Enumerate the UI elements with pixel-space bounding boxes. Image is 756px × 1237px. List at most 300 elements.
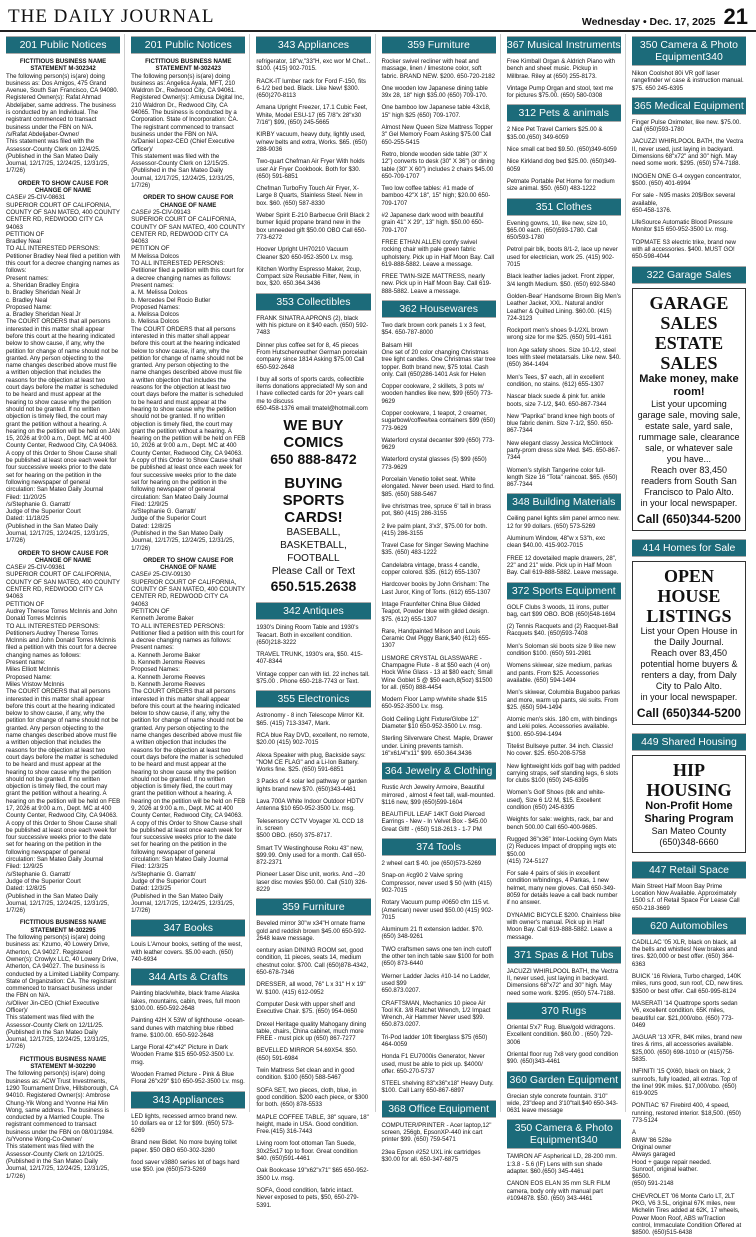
- ad-body: Kitchen Worthy Espresso Maker, 2cup, Compact size Reusable Filter, New, in box, $20. 650.364.3436: [256, 265, 362, 288]
- classified-ad: [382, 104, 496, 119]
- ad-body: century asian DINING ROOM set, good condition, 11 pieces, seats 14, medium chestnut color. $700. Call (650)878-4342, 650-678-7346: [256, 947, 369, 977]
- ad-body: Vintage copper can with lid. 22 inches tall. $75.00 . Phone 650-218-7743 or Text.: [256, 670, 370, 686]
- promo-headline: WE BUY COMICS: [283, 417, 344, 452]
- ad-body: Travel Case for Singer Sewing Machine $35. (650) 483-1222: [381, 542, 489, 557]
- ad-body: Petmate Portable Pet Home for medium size animal. $50. (650) 483-1222: [506, 177, 615, 193]
- box-subhead: Make money, make room!: [639, 372, 739, 398]
- ad-body: Women's stylish Tangerine color full-length Size 16 "Tota" raincoat. $65. (650) 867-7344: [506, 466, 618, 489]
- ad-body: Tri-Pod ladder 10ft fiberglass $75 (650) 464-0059: [381, 1033, 488, 1048]
- classified-ad: [382, 85, 496, 100]
- classified-ad: [507, 789, 621, 811]
- column-1: [6, 34, 125, 1180]
- ad-body: Lava 700A White Indoor Outdoor HDTV Antenna $10 650-952-3500 Lv. msg.: [256, 798, 364, 813]
- box-text: San Mateo County (650)348-6660: [651, 825, 727, 847]
- ad-body: Smart TV Westinghouse Roku 43" new, $99.99. Only used for a month. Call 650-872-2371: [256, 844, 367, 867]
- ad-body: FRANK SINATRA APRONS (2), black with his picture on it $40 each. (650) 592-7483: [256, 314, 369, 337]
- ad-body: Werner Ladder Jacks #10-14 no Ladder, used $99 650.873.0207.: [381, 972, 491, 995]
- classified-ad: [256, 1021, 370, 1043]
- classified-ad: [256, 1167, 370, 1182]
- ad-body: Hardcover books by John Grisham: The Last Juror, King of Torts. (612) 655-1307: [381, 581, 491, 596]
- column-2: [131, 34, 250, 1174]
- category-header: 322 Garage Sales: [632, 266, 746, 284]
- category-header: 353 Collectibles: [256, 293, 370, 311]
- ad-body: Honda F1 EU7000is Generator, Never used, must be able to pick up. $4000/ offer. 650-270-5737: [381, 1053, 485, 1075]
- classified-ad: [507, 623, 621, 638]
- classified-ad: [256, 131, 370, 153]
- classified-ad: [632, 1068, 746, 1097]
- ad-body: STEEL shelving 83"x36"x18" Heavy Duty. $100. Call Larry 650-867-6897: [381, 1080, 494, 1095]
- classified-ad: [382, 655, 496, 691]
- ad-heading: ORDER TO SHOW CAUSE FOR CHANGE OF NAME: [143, 194, 234, 209]
- classified-ad: [382, 860, 496, 867]
- category-header: 362 Housewares: [382, 300, 496, 318]
- classified-ad: [256, 1067, 370, 1082]
- classified-ad: [256, 104, 370, 126]
- ad-body: Rugged 36"x36" Inter-Locking Gym Mats (2) Reduces Impact of dropping wgts etc $50.00 (415) 724-5127: [506, 835, 618, 865]
- ad-body: Rotary Vacuum pump #0650 cfm 115 vt. (American) never used $50.00 (415) 902-7015: [381, 899, 494, 921]
- classified-ad: [382, 503, 496, 518]
- classified-ad: [382, 872, 496, 894]
- ad-body: Finger Pulse Oximeter, like new. $75.00. Call (650)593-1780: [631, 118, 741, 134]
- ad-body: LifeSource Automatic Blood Pressure Monitor $15 650-952-3500 Lv. msg.: [631, 219, 733, 234]
- column-5: [506, 34, 626, 1202]
- ad-body: Almost New Queen Size Mattress Topper 3" Gel Memory Foam Asking $75.00 Call 650-255-5415: [381, 124, 493, 146]
- classified-ad: [507, 535, 621, 550]
- classified-ad: [382, 437, 496, 452]
- classified-ad: [382, 456, 496, 471]
- classified-ad: [131, 1113, 245, 1135]
- column-3: [256, 34, 375, 1209]
- classified-ad: [131, 1017, 245, 1039]
- classified-ad: [256, 871, 370, 893]
- ad-body: Computer Desk with upper shelf and Executive Chair. $75. (650) 954-0650: [256, 1000, 358, 1016]
- classified-ad: [382, 185, 496, 207]
- category-header: 344 Arts & Crafts: [131, 968, 245, 986]
- classified-ad: [632, 1102, 746, 1124]
- ad-body: JACUZZI WHIRLPOOL BATH, the Vectra II, never used, just laying in backyard. Dimensions 68"x72" and 30" high. May need some work. $295. (650) 574-7188.: [506, 967, 619, 997]
- category-header: 364 Jewelry & Clothing: [382, 762, 496, 780]
- classified-ad: [507, 58, 621, 80]
- classified-ad: [507, 293, 621, 322]
- ad-body: Copper cookware, 2 skillets, 3 pots w/ wooden handles like new, $99 (650) 773-9629: [381, 383, 493, 405]
- ad-body: Amana Upright Freezer, 17.1 Cubic Feet, White, Model ESU-17 (65 7/8"x 28"x30 7/16") $99, (650) 245-5665: [256, 104, 368, 127]
- category-header: 414 Homes for Sale: [632, 539, 746, 557]
- classified-ad: [507, 178, 621, 193]
- classified-ad: [6, 1056, 120, 1180]
- classified-ad: [382, 899, 496, 921]
- classified-ad: [256, 158, 370, 180]
- display-ad-box: [632, 561, 746, 725]
- classified-ad: [507, 413, 621, 435]
- ad-body: Nascar black suede & pink fur. ankle boots, size 7-1/2, $40. 650-867-7344: [506, 393, 607, 408]
- ad-body: CASE# 25-CIV-09130 SUPERIOR COURT OF CALIFORNIA, COUNTY OF SAN MATEO, 400 COUNTY CENTER RD, REDWOOD CITY CA 94063 PETITION OF Kenneth Jerome Baker TO ALL INTERESTED PERSONS: Petitioner filed a petition with this court for a decree changing names as follows: Present names: a. Kenneth Jerome Baker b. Kenneth Jerome Reeves Proposed Names: a. Kenneth Jerome Reeves b. Kenneth Jerome Reeves The COURT ORDERS that all persons interested in this matter shall appear before this court at the hearing indicated below to show cause, if any, why the petition for change of name should not be granted. Any person objecting to the name changes described above must file a written objection that includes the reasons for the objection at least two court days before the matter is scheduled to be heard and must appear at the hearing to show cause why the petition should not be granted. If no written objection is timely filed, the court may grant the petition without a hearing. A hearing on the petition will be held on FEB 9, 2026 at 9:00 a.m., Dept. MC at 400 County Center, Redwood City, CA 94063. A copy of this Order to Show Cause shall be published at least once each week for four successive weeks prior to the date set for hearing on the petition in the following newspaper of general circulation: San Mateo Daily Journal Filed: 12/3/25 /s/Stephanie G. Garratt/ Judge of the Superior Court Dated: 12/3/25 (Published in the San Mateo Daily Journal, 12/17/25, 12/24/25, 12/31/25, 1/7/26): [131, 571, 246, 915]
- classified-ad: [632, 219, 746, 234]
- ad-body: Telesensory CCTV Voyager XL CCD 18 in. screen $500 OBO. (650) 375-8717.: [256, 817, 364, 840]
- classified-ad: [382, 542, 496, 557]
- ad-body: Gold Ceiling Light Fixture/Globe 12" Diameter $10 650-952-3500 Lv. msg.: [381, 715, 483, 731]
- masthead-right: [582, 6, 748, 28]
- ad-body: 2 wheel cart $ 40. joe (650)573-5269: [381, 860, 482, 868]
- classified-ad: [507, 393, 621, 408]
- ad-body: LISMORE CRYSTAL GLASSWARE - Champagne Flute - 8 at $50 each (4 on) Hock Wine Glass - 13 at $80 each; Small Wine Goblet 5 @ $50 each,8(5oz) $1500 for all. (650) 888-4454: [381, 654, 493, 691]
- ad-body: Evening gowns, 10, like new, size 10, $65.00 each. (650)593-1780. Call 650/593-1780: [506, 219, 608, 242]
- classified-ad: [256, 947, 370, 976]
- ad-body: Intage Fraunfelter China Blue Gilded Teapot, Powder blue with gilded design. $75. (612) 655-1307: [381, 600, 489, 623]
- classified-ad: [507, 85, 621, 100]
- classified-ad: [256, 376, 370, 412]
- ad-body: For sale - N95 masks 20$/Box several available, 650-458-1376.: [631, 192, 736, 214]
- ad-body: 23ea Epson #252 UXL ink cartridges $30.00 for all. 650-347-6875: [381, 1148, 481, 1163]
- ad-body: Retro, blonde wooden side table (30" X 12") converts to desk (30" X 36") or dining table (30" X 60") includes 2 chairs $45.00 650-709-1707: [381, 150, 495, 180]
- ad-body: FREE ETHAN ALLEN comfy swivel rocking chair with pale green fabric upholstery. Pick up in Half Moon Bay. Call 619-888-5882. Leave a message.: [381, 238, 495, 268]
- category-header: 359 Furniture: [382, 36, 496, 54]
- ad-body: INFINITI '15 QX60, black on black, 2 sunroofs, fully loaded, all extras. Top of the line! 99K miles. $17,000/obo. (650) 619-9025: [631, 1068, 738, 1098]
- category-header: 447 Retail Space: [632, 861, 746, 879]
- classified-ad: [6, 919, 120, 1050]
- classified-ad: [256, 732, 370, 747]
- ad-body: BUICK '16 Riviera, Turbo charged, 140K miles, runs good, sun roof, CD, new tires. $3500 or best offer. Call 650-995-8124: [631, 973, 744, 995]
- ad-body: PONTIAC '67 Firebird 400, 4 speed, running, restored interior. $18,500. (650) 773-5124: [631, 1102, 741, 1125]
- classified-ad: [507, 604, 621, 619]
- category-header: 374 Tools: [382, 838, 496, 856]
- ad-body: CHEVROLET '06 Monte Carlo LT, 2LT PKG, V6 3.5L, original 67K miles, new Michelin Tires added at 62K, 17 wheels, Power Moon Roof, ABS w/Traction control, Immaculate Condition Offered at $8500. (650)515-6438: [631, 1192, 742, 1237]
- classified-ad: [382, 58, 496, 80]
- classified-ad: [382, 383, 496, 405]
- page-number: 21: [723, 4, 748, 29]
- ad-body: New lightweight kids golf bag with padded carrying straps, self standing legs, 6 slots for clubs $100 (650) 245-6395: [506, 762, 620, 785]
- classified-ad: [507, 816, 621, 831]
- ad-body: KIRBY vacuum, heavy duty, lightly used, w/new belts and extra, Works. $65. (650) 288-9036: [256, 131, 367, 153]
- classified-ad: [507, 347, 621, 369]
- classified-ad: [256, 778, 370, 793]
- ad-body: refrigerator, 18"w,"33"H, exc wor M Chef... $100. (415) 902-7015.: [256, 58, 371, 73]
- category-header: 351 Clothes: [507, 198, 621, 216]
- ad-body: SOFA SET, two pieces, cloth, blue, in good condition. $200 each piece, or $300 for both. (650) 878-5533: [256, 1086, 369, 1109]
- category-header: 350 Camera & Photo Equipment340: [632, 36, 746, 66]
- ad-body: Drexel Heritage quality Mahogany dining table, chairs, China cabinet, much more FREE - must pick up (650) 867-7277: [256, 1020, 367, 1043]
- ad-body: Men's skiwear, Columbia Bugaboo parkas and more, warm up pants, ski suits. From $25. (650) 594-1494: [506, 689, 620, 711]
- classified-ad: [256, 752, 370, 774]
- ad-body: MASERATI '14 Quattrope sports sedan V6, excellent condition. 65K miles, beautiful car. $21,000/obo. (650) 773-0469: [631, 999, 738, 1029]
- ad-body: Ceiling panel lights slim panel armco new. 12 for 99 dollars. (650) 573-5269: [506, 515, 620, 530]
- classified-ad: [507, 467, 621, 489]
- category-header: 371 Spas & Hot Tubs: [507, 946, 621, 964]
- ad-body: Women's Golf Shoes (blk and white-used), Size 6 1/2 M, $15. Excellent condition (650) 245-6395: [506, 789, 605, 812]
- classified-ad: [382, 628, 496, 650]
- ad-body: Iron Age safety shoes. Size 10-1/2, steel toes with steel metatarsals. Like new. $40.(650) 364-1494: [506, 346, 621, 369]
- classified-ad: [131, 58, 245, 189]
- classified-ad: [632, 939, 746, 968]
- comics-promo: [256, 417, 370, 467]
- ad-body: Womens skiwear, size medium, parkas and pants. From $25. Accessories available. (650) 594-1494: [506, 662, 612, 684]
- classified-ad: [382, 239, 496, 268]
- classified-ad: [382, 1000, 496, 1029]
- classified-ad: [256, 920, 370, 942]
- classified-ad: [256, 1114, 370, 1136]
- classified-ad: [632, 70, 746, 92]
- classified-ad: [507, 146, 621, 153]
- ad-body: New "Paprika" brand knee high boots of blue fabric denim. Size 7-1/2, $50. 650-867-7344: [506, 412, 615, 435]
- ad-body: CASE# 25-CIV-09143 SUPERIOR COURT OF CALIFORNIA, COUNTY OF SAN MATEO, 400 COUNTY CENTER RD, REDWOOD CITY CA 94063 PETITION OF M Melissa Dolcos TO ALL INTERESTED PERSONS: Petitioner filed a petition with this court for a decree changing names as follows: Present names: a. M. Melissa Dolcos b. Mercedes Del Rocio Butler Proposed Names: a. Melissa Dolcos b. Melissa Dolcos The COURT ORDERS that all persons interested in this matter shall appear before this court at the hearing indicated below to show cause, if any, why the petition for change of name should not be granted. Any person objecting to the name changes described above must file a written objection that includes the reasons for the objection at least two court days before the matter is scheduled to be heard and must appear at the hearing to show cause why the petition should not be granted. If no written objection is timely filed, the court may grant the petition without a hearing. A hearing on the petition will be held on FEB 10, 2026 at 9:00 a.m., Dept. MC at 400 County Center, Redwood City, CA 94063. A copy of this Order to Show Cause shall be published at least once each week for four successive weeks prior to the date set for hearing on the petition in the following newspaper of general circulation: San Mateo Daily Journal Filed: 12/9/25 /s/Stephanie G. Garratt/ Judge of the Superior Court Dated: 12/8/25 (Published in the San Mateo Daily Journal, 12/17/25, 12/24/25, 12/31/25, 1/7/26): [131, 208, 246, 552]
- classified-ad: [632, 883, 746, 912]
- ad-body: Two dark brown cork panels 1 x 3 feet, $54. 650-787-8000: [381, 322, 486, 337]
- category-header: 367 Musical Instruments: [507, 36, 621, 54]
- ad-body: One wooden low Japanese dining table 39x 28, 18" high $35.00 (650) 709-170.: [381, 84, 488, 100]
- classified-ad: [507, 273, 621, 288]
- ad-body: Wooden Framed Picture - Pink & Blue Floral 26"x29" $10 650-952-3500 Lv. msg.: [131, 1071, 245, 1086]
- classified-ad: [632, 239, 746, 261]
- classified-ad: [507, 515, 621, 530]
- ad-body: food saver v3880 series lot of bags hard use $50. joe (650)573-5269: [131, 1159, 240, 1174]
- ad-body: Waterford crystal glasses (5) $99 (650) 773-9629: [381, 456, 487, 471]
- classified-ad: [632, 1129, 746, 1187]
- ad-body: I buy all sorts of sports cards, collectible items donations appreciated! My son and I have collected cards for 20+ years call me to discuss 650-458-1376 email tmatel@hotmail.com: [256, 375, 368, 412]
- classified-ad: [507, 643, 621, 658]
- ad-body: TAMRON AF Aspherical LD, 28-200 mm. 1:3.8 - 5.6 (IF) Lens with sun shade adapter. $60.(650) 345-4461: [506, 1153, 617, 1175]
- classified-ad: [256, 1047, 370, 1062]
- classified-ad: [507, 689, 621, 711]
- ad-body: Balsam Hill One set of 20 color changing Christmas tree light candles. One Christmas star tree topper. Both brand new, $75 total. Cash only. Call (650)286-1401 Ask for Helen: [381, 341, 496, 378]
- category-header: 343 Appliances: [256, 36, 370, 54]
- ad-body: Main Street Half Moon Bay Prime Location Now Available. Approximately 1500 s.f. of Retail Space For Lease Call 650-218-3669: [631, 882, 740, 912]
- classified-ad: [256, 671, 370, 686]
- ad-body: Nice small cat bed $9.50. (650)349-6059: [506, 146, 617, 154]
- classified-ad: [256, 624, 370, 646]
- promo-headline: BUYING SPORTS CARDS!: [282, 475, 345, 527]
- classified-ad: [632, 973, 746, 995]
- ad-body: 1930's Dining Room Table and 1930's Teacart. Both in excellent condition. (650)218-3222: [256, 624, 359, 646]
- classified-ad: [6, 58, 120, 175]
- classified-ad: [131, 990, 245, 1012]
- classified-ad: [632, 138, 746, 167]
- ad-body: #2 Japanese dark wood with beautiful grain 41" X 29", 13" high. $50.00 650-709-1707: [381, 212, 484, 234]
- classified-ad: [382, 1053, 496, 1075]
- classified-ad: [256, 185, 370, 207]
- classified-ad: [382, 273, 496, 295]
- ad-body: For sale 4 pairs of skis in excellent condition w/bindings, 4 Parkas, 1 new helmet, many new gloves. Call 650-349-8059 for details leave a call back number if no answer.: [506, 870, 618, 907]
- ad-body: Chefman TurboFry Touch Air Fryer, X-Large 8 Quarts, Stainless Steel. New in box. $60. (650) 587-8330: [256, 185, 363, 207]
- ad-body: DYNAMIC BICYCLE $200. Chainless bike with owner's manual. Pick up in Half Moon Bay. Call 619-888-5882. Leave a message.: [506, 911, 621, 941]
- classified-ad: [256, 78, 370, 100]
- ad-heading: FICTITIOUS BUSINESS NAME STATEMENT M-302290: [19, 1055, 107, 1071]
- ad-body: Louis L'Amour books, setting of the west, with leather covers. $5.00 each. (650) 740-6934: [131, 941, 243, 964]
- classified-ad: [507, 836, 621, 865]
- classified-ad: [507, 555, 621, 577]
- classified-ad: [256, 651, 370, 666]
- ad-body: The following person(s) is(are) doing business as: Angelica Ayala, MFT, 210 Waldron Dr., Redwood City, CA 94061. Registered Owner(s): Amicusa Digital Inc, 210 Waldron Dr., Redwood City, CA 94065. The business is conducted by a Corporation. State of Incorporation: CA. The registrant commenced to transact business under the FBN on N/A. /s/Daniel Lopez-CEO (Chief Executive Officer)/ This statement was filed with the Assessor-County Clerk on 12/15/25. (Published in the San Mateo Daily Journal, 12/17/25, 12/24/25, 12/31/25, 1/7/26): [131, 72, 244, 190]
- ad-body: TRAVEL TRUNK, 1930's era, $50. 415-407-8344: [256, 651, 363, 666]
- ad-body: JAGUAR '13 XFR, 84K miles, brand new tires & rims, all accessories available. $25,000. (650) 698-1010 or (415)756-5835.: [631, 1034, 743, 1063]
- classified-ad: [131, 1159, 245, 1174]
- classified-ad: [507, 662, 621, 684]
- ad-body: COMPUTER/PRINTER - Acer laptop,12" screen, 256gb, EpsonXP-440 ink cart printer $99. (650) 759-5471: [381, 1121, 492, 1144]
- classified-ad: [382, 946, 496, 968]
- box-headline: OPEN HOUSE LISTINGS: [646, 565, 732, 626]
- promo-phone: 650.515.2638: [270, 578, 357, 595]
- ad-body: RCA blue Ray DVD, excellent, no remote, $20.00 (415) 902-7015: [256, 731, 370, 747]
- ad-body: Atomic men's skis. 180 cm, with bindings and Leki poles. Accessories available. $100. 650-594-1494: [506, 716, 618, 738]
- ad-heading: FICTITIOUS BUSINESS NAME STATEMENT M-302295: [19, 919, 107, 934]
- classified-ad: [256, 845, 370, 867]
- category-header: 370 Rugs: [507, 1002, 621, 1020]
- classified-ad: [256, 212, 370, 241]
- classified-ad: [632, 1034, 746, 1063]
- classified-ad: [256, 712, 370, 727]
- classified-ad: [382, 784, 496, 806]
- ad-body: Oriental 5'x7' Rug. Blue/gold w/dragons. Excellent condition. $60.00 . (650) 729-3006: [506, 1024, 616, 1046]
- ad-body: Aluminum Window, 48"w x 53"h, exc clean $40.00. 415-902-7015: [506, 535, 606, 550]
- ad-body: Two-quart Chefman Air Fryer With holds user Air Fryer Cookbook. Both for $30. (650) 591-6851: [256, 158, 365, 180]
- category-header: 449 Shared Housing: [632, 733, 746, 751]
- ad-body: Black leather ladies jacket. Front zipper, 3/4 length Medium. $50. (650) 692-5840: [506, 273, 616, 288]
- classified-ad: [382, 212, 496, 234]
- newspaper-title: THE DAILY JOURNAL: [8, 6, 215, 27]
- box-subhead: Non-Profit Home Sharing Program: [644, 799, 734, 825]
- classified-ad: [507, 374, 621, 389]
- classified-ad: [6, 550, 120, 915]
- ad-body: 2 live palm plant, 3'x3', $75.00 for both. (415) 286-3155: [381, 522, 488, 537]
- classified-ad: [256, 818, 370, 840]
- classified-ad: [256, 58, 370, 73]
- classified-ad: [507, 158, 621, 173]
- ad-body: Painting 42H X 53W of lighthouse -ocean-sand dunes with matching blue ribbed frame. $100.00. 650-592-2648: [131, 1017, 245, 1039]
- classified-ad: [256, 1140, 370, 1162]
- ad-heading: FICTITIOUS BUSINESS NAME STATEMENT M-302342: [19, 58, 107, 73]
- classified-ad: [256, 266, 370, 288]
- classified-ad: [507, 246, 621, 268]
- ad-body: 2 Nice Pet Travel Carriers $25.00 & $35.00.(650) 349-6059: [506, 126, 603, 141]
- column-6: [631, 34, 750, 1237]
- classified-ad: [256, 798, 370, 813]
- ad-body: Snap-on #cg90 2 Valve spring Compressor, never used $ 50 (with (415) 902-7015: [381, 872, 492, 894]
- ad-body: Copper cookware, 1 teapot, 2 creamer, sugarbowl/coffee/tea containers $99 (650) 773-9629: [381, 409, 496, 432]
- classified-ad: [507, 440, 621, 462]
- ad-body: CADILLAC '05 XLR, black on black, all the bells and whistles! New brakes and tires. $20,000 or best offer. (650) 364-6363: [631, 938, 738, 968]
- ad-body: Modern Floor Lamp w/white shade $15 650-952-3500 Lv. msg.: [381, 696, 487, 711]
- ad-body: The following person(s) is(are) doing business as: Dos Amigos, 475 Grand Avenue, South San Francisco, CA 94080. Registered Owner(s): Rafat Ahmad Abdeljaber, same address. The business is conducted by an Individual. The registrant commenced to transact business under the FBN on N/A. /s/Rafat Abdeljaber-Owner/ This statement was filed with the Assessor-County Clerk on 12/4/25. (Published in the San Mateo Daily Journal, 12/17/25, 12/24/25, 12/31/25, 1/7/26): [6, 72, 119, 175]
- ad-body: CRAFTSMAN, Mechanics 10 piece Air Tool Kit. 3/8 Ratchet Wrench, 1/2 Impact Wrench, Air Hammer Never used $99. 650.873.0207.: [381, 999, 491, 1029]
- ad-body: Nice Kirkland dog bed $25.00. (650)349-6059: [506, 158, 617, 173]
- ad-body: RACK-IT lumber rack for Ford F-150, fits 6-1/2 bed bed. Black. Like New! $300. (650)270-8113: [256, 77, 366, 100]
- category-header: 365 Medical Equipment: [632, 97, 746, 115]
- ad-body: Aluminum 21 ft extension ladder. $70. (650) 348-9261: [381, 926, 484, 941]
- ad-body: TOPMATE S3 electric trike, brand new with all accessories. $400. MUST GO! 650-598-4044: [631, 238, 736, 261]
- category-header: 368 Office Equipment: [382, 1100, 496, 1118]
- classified-ad: [507, 1051, 621, 1066]
- category-header: 312 Pets & animals: [507, 104, 621, 122]
- classified-ad: [382, 1080, 496, 1095]
- classified-ad: [507, 763, 621, 785]
- ad-body: GOLF Clubs 3 woods, 11 irons, putter bag, cart $99 OBO. BOB (650)548-1694: [506, 603, 616, 618]
- classified-ad: [6, 180, 120, 545]
- ad-body: (2) Tennis Racquets and (2) Racquet-Ball Racquets $40. (650)593-7408: [506, 623, 619, 638]
- classified-ad: [256, 1187, 370, 1209]
- classified-ad: [507, 743, 621, 758]
- classified-ad: [382, 735, 496, 757]
- box-headline: HIP HOUSING: [646, 759, 732, 800]
- classified-ad: [131, 194, 245, 552]
- promo-callout: Please Call or Text: [271, 566, 356, 578]
- ad-body: One bamboo low Japanese table 43x18, 15" high $25 (650) 709-1707.: [381, 104, 491, 119]
- ad-heading: ORDER TO SHOW CAUSE FOR CHANGE OF NAME: [17, 549, 109, 564]
- classified-ad: [256, 315, 370, 337]
- classified-ad: [131, 557, 245, 915]
- classified-ad: [256, 1087, 370, 1109]
- classified-ad: [507, 968, 621, 997]
- ad-body: The following person(s) is(are) doing business as: Kzumo, 40 Lowery Drive, Atherton, CA 94027. Registered Owner(s): Crowlyx LLC, 40 Lowery Drive, Atherton, CA 94027. The business is conducted by a Limited Liability Company. State of Organization: CA. The registrant commenced to transact business under the FBN on N/A. /s/Oliver Jin-CEO (Chief Executive Officer)/ This statement was filed with the Assessor-County Clerk on 12/11/25. (Published in the San Mateo Daily Journal, 12/17/25, 12/24/25, 12/31/25, 1/7/26): [6, 934, 120, 1051]
- ad-body: Vintage Pump Organ and stool, text me for pictures $75.00. (650) 580-0308: [506, 84, 614, 100]
- ad-body: BEVELLED MIRROR 54.69X54. $50. (650) 591-6984: [256, 1047, 358, 1062]
- ad-body: Twin Mattress Set clean and in good condition. $100 (650) 588-5467: [256, 1067, 355, 1082]
- ad-body: Living room foot ottoman Tan Suede, 30x25x17 top to floor. Great condition $40. (650)591-4461: [256, 1140, 358, 1163]
- display-ad-box: [632, 288, 746, 531]
- box-text: List your Open House in the Daily Journal. Reach over 83,450 potential home buyers & renters a day, from Daly City to Palo Alto. in your local newspaper.: [640, 625, 738, 702]
- classified-ad: [507, 870, 621, 906]
- ad-body: Men's Tees, $7 each, all in excellent condition, no stains. (612) 655-1307: [506, 373, 604, 388]
- promo-phone: 650 888-8472: [270, 451, 357, 468]
- ad-body: Weber Spirit E-210 Barbecue Grill Black 2 burner liquid propane brand new in the box unneeded gift $50.00 OBO Call 650-773-6272: [256, 212, 370, 241]
- category-header: 343 Appliances: [131, 1091, 245, 1109]
- classified-ad: [131, 1071, 245, 1086]
- category-header: 342 Antiques: [256, 602, 370, 620]
- ad-body: New elegant classy Jessica McClintock party-prom dress size Med. $45. 650-867-7344: [506, 439, 621, 462]
- issue-date: Wednesday • Dec. 17, 2025: [581, 16, 716, 28]
- classified-ad: [382, 523, 496, 538]
- ad-body: Oak Bookcase 19"x62"x71" $65 650-952-3500 Lv. msg.: [256, 1167, 369, 1182]
- classified-ad: [382, 476, 496, 498]
- category-header: 348 Building Materials: [507, 493, 621, 511]
- ad-body: Rockport men's shoes 9-1/2XL brown wrong size for me $25. (650) 591-4161: [506, 327, 612, 342]
- classified-ad: [507, 912, 621, 941]
- ad-body: The following person(s) is(are) doing business as: ACW Trust Investments, 1290 Tournament Drive, Hillsborough, CA 94010. Registered Owner(s): Ambrose Chung-Yik Wong and Yvonne Hai Min Wong, same address. The business is conducted by a Married Couple. The registrant commenced to transact business under the FBN on 08/01/1984. /s/Yvonne Wong-Co-Owner/ This statement was filed with the Assessor-County Clerk on 12/10/25. (Published in the San Mateo Daily Journal, 12/17/25, 12/24/25, 12/31/25, 1/7/26): [6, 1070, 119, 1180]
- classified-ad: [632, 119, 746, 134]
- category-header: 350 Camera & Photo Equipment340: [507, 1119, 621, 1149]
- classified-ad: [507, 1093, 621, 1115]
- box-headline: GARAGE SALES ESTATE SALES: [649, 292, 729, 373]
- classified-ad: [256, 1001, 370, 1016]
- column-4: [381, 34, 501, 1163]
- classified-ad: [382, 1034, 496, 1049]
- ad-body: SOFA, Good condition, fabric intact. Never exposed to pets, $50, 650-279-5391.: [256, 1186, 359, 1209]
- ad-heading: FICTITIOUS BUSINESS NAME STATEMENT M-302423: [145, 58, 232, 73]
- ad-body: INOGEN ONE G-4 oxygen concentrator, $500. (650) 401-6994: [631, 172, 741, 187]
- classified-ad: [382, 342, 496, 378]
- ad-body: Dinner plus coffee set for 8, 45 pieces From Hutschenreuther German porcelain company since 1814 Asking $75.00 Call 650-592-2648: [256, 341, 368, 371]
- classified-ad: [507, 220, 621, 242]
- ad-body: LED lights, recessed armco brand new. 10 dollars ea or 12 for $99. (650) 573-6269: [131, 1112, 238, 1135]
- box-phone: Call (650)344-5200: [636, 511, 741, 526]
- category-header: 201 Public Notices: [131, 36, 245, 54]
- category-header: 355 Electronics: [256, 690, 370, 708]
- ad-body: FREE TWIN-SIZE MATTRESS, nearly new. Pick up in Half Moon Bay. Call 619-888-5882. Leave a message.: [381, 273, 492, 295]
- classified-ad: [382, 973, 496, 995]
- ad-body: Weights for sale: weights, rack, bar and bench 500.00 Call 650-400-9685.: [506, 816, 614, 831]
- classified-ad: [382, 410, 496, 432]
- classified-ad: [382, 124, 496, 146]
- classified-ad: [632, 1193, 746, 1237]
- classified-ad: [382, 562, 496, 577]
- ad-body: CASE# 25-CIV-09361 SUPERIOR COURT OF CALIFORNIA, COUNTY OF SAN MATEO, 400 COUNTY CENTER RD, REDWOOD CITY CA 94063 PETITION OF Audrey Therese Torres McInnis and John Donald Torres McInnis TO ALL INTERESTED PERSONS: Petitioners Audrey Therese Torres McInnis and John Donald Torres McInnis filed a petition with this court for a decree changing names as follows: Present name: Miles Elliott McInnis Proposed Name: Miles Vristow McInnis The COURT ORDERS that all persons interested in this matter shall appear before this court at the hearing indicated below to show cause, if any, why the petition for change of name should not be granted. Any person objecting to the name changes described above must file a written objection that includes the reasons for the objection at least two court days before the matter is scheduled to be heard and must appear at the hearing to show cause why the petition should not be granted. If no written objection is timely filed, the court may grant the petition without a hearing. A hearing on the petition will be held on FEB 17, 2026 at 9:00 a.m., Dept. MC at 400 County Center, Redwood City, CA 94063. A copy of this Order to Show Cause shall be published at least once each week for four successive weeks prior to the date set for hearing on the petition in the following newspaper of general circulation: San Mateo Daily Journal Filed: 12/9/25 /s/Stephanie G. Garratt/ Judge of the Superior Court Dated: 12/8/25 (Published in the San Mateo Daily Journal, 12/17/25, 12/24/25, 12/31/25, 1/7/26): [6, 564, 121, 915]
- classified-ad: [382, 716, 496, 731]
- box-phone: Call (650)344-5200: [636, 705, 741, 720]
- classified-ad: [256, 246, 370, 261]
- category-header: 620 Automobiles: [632, 917, 746, 935]
- classified-ad: [632, 173, 746, 188]
- ad-body: CASE# 25-CIV-08631 SUPERIOR COURT OF CALIFORNIA, COUNTY OF SAN MATEO, 400 COUNTY CENTER RD, REDWOOD CITY CA 94063 PETITION OF Bradley Neal TO ALL INTERESTED PERSONS: Petitioner Bradley Neal filed a petition with this court for a decree changing names as follows: Present names: a. Sheridan Bradley Engira b. Bradley Sheridan Neal Jr c. Bradley Neal Proposed Name: a. Bradley Sheridan Neal Jr The COURT ORDERS that all persons interested in this matter shall appear before this court at the hearing indicated below to show cause, if any, why the petition for change of name should not be granted. Any person objecting to the name changes described above must file a written objection that includes the reasons for the objection at least two court days before the matter is scheduled to be heard and must appear at the hearing to show cause why the petition should not be granted. If no written objection is timely filed, the court may grant the petition without a hearing. A hearing on the petition will be held on JAN 15, 2026 at 9:00 a.m., Dept. MC at 400 County Center, Redwood City, CA 94063. A copy of this Order to Show Cause shall be published at least once each week for four successive weeks prior to the date set for hearing on the petition in the following newspaper of general circulation: San Mateo Daily Journal Filed: 11/20/25 /s/Stephanie G. Garratt/ Judge of the Superior Court Dated: 11/18/25 (Published in the San Mateo Daily Journal, 12/17/25, 12/24/25, 12/31/25, 1/7/26): [6, 194, 121, 545]
- classified-columns: [6, 34, 750, 1237]
- box-text: List your upcoming garage sale, moving sale, estate sale, yard sale, rummage sale, clearance sale, or whatever sale you have... Reach over 83,450 readers from South San Francisco to Palo Alto. in your local newspaper.: [637, 398, 741, 508]
- ad-body: Astronomy - 8 inch Telescope Mirror Kit. $65. (415) 713-3347, Mark.: [256, 712, 365, 727]
